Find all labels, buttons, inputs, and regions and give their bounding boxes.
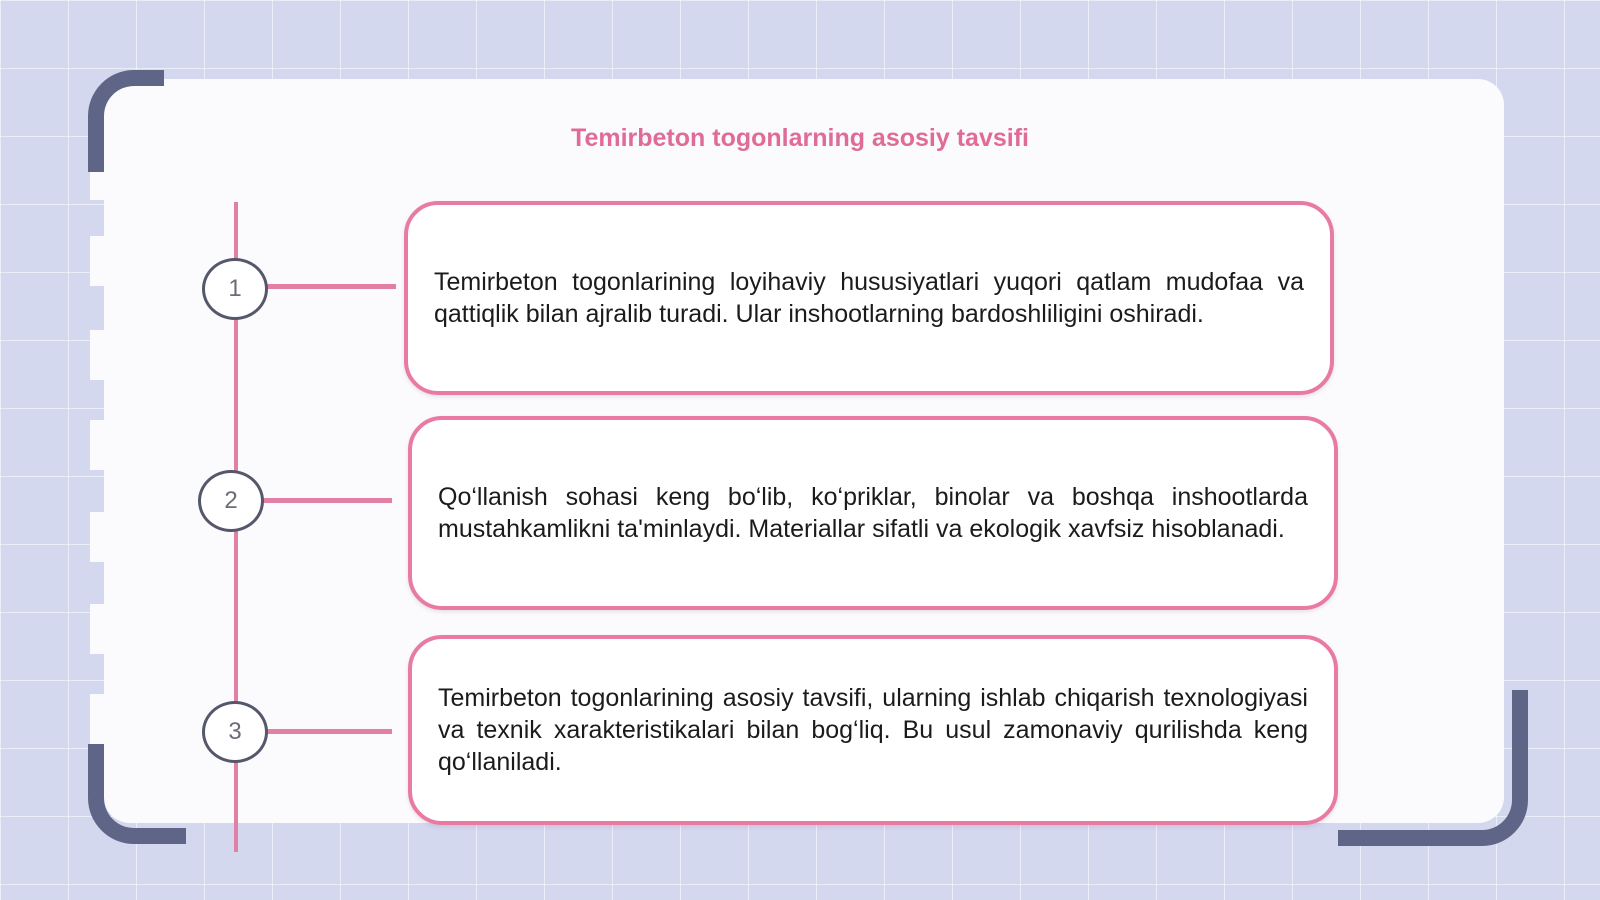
timeline-card-2: [408, 416, 1338, 610]
timeline-marker-2: 2: [198, 470, 264, 532]
timeline-card-3-text: Temirbeton togonlarining asosiy tavsifi, ularning ishlab chiqarish texnologiyasi va texnik xarakteristikalari bilan bog‘liq. Bu usul zamonaviy qurilishda keng qo‘llaniladi.: [438, 684, 1308, 776]
slide-title: Temirbeton togonlarning asosiy tavsifi: [571, 124, 1029, 152]
timeline-card-3: [408, 635, 1338, 825]
timeline-marker-3: 3: [202, 701, 268, 763]
top-left-corner-bracket: [88, 70, 164, 172]
bottom-right-corner-bracket: [1338, 690, 1528, 846]
timeline-card-1: [404, 201, 1334, 395]
timeline-connector-1: [266, 284, 396, 289]
timeline-connector-3: [266, 729, 392, 734]
timeline-card-2-text: Qo‘llanish sohasi keng bo‘lib, ko‘priklar, binolar va boshqa inshootlarda mustahkamlikni ta'minlaydi. Materiallar sifatli va ekologik xavfsiz hisoblanadi.: [438, 483, 1308, 543]
timeline-card-1-text: Temirbeton togonlarining loyihaviy hususiyatlari yuqori qatlam mudofaa va qattiqlik bilan ajralib turadi. Ular inshootlarning bardoshliligini oshiradi.: [434, 268, 1304, 328]
bottom-left-corner-bracket: [88, 744, 186, 844]
timeline-marker-1: 1: [202, 258, 268, 320]
timeline-connector-2: [262, 498, 392, 503]
